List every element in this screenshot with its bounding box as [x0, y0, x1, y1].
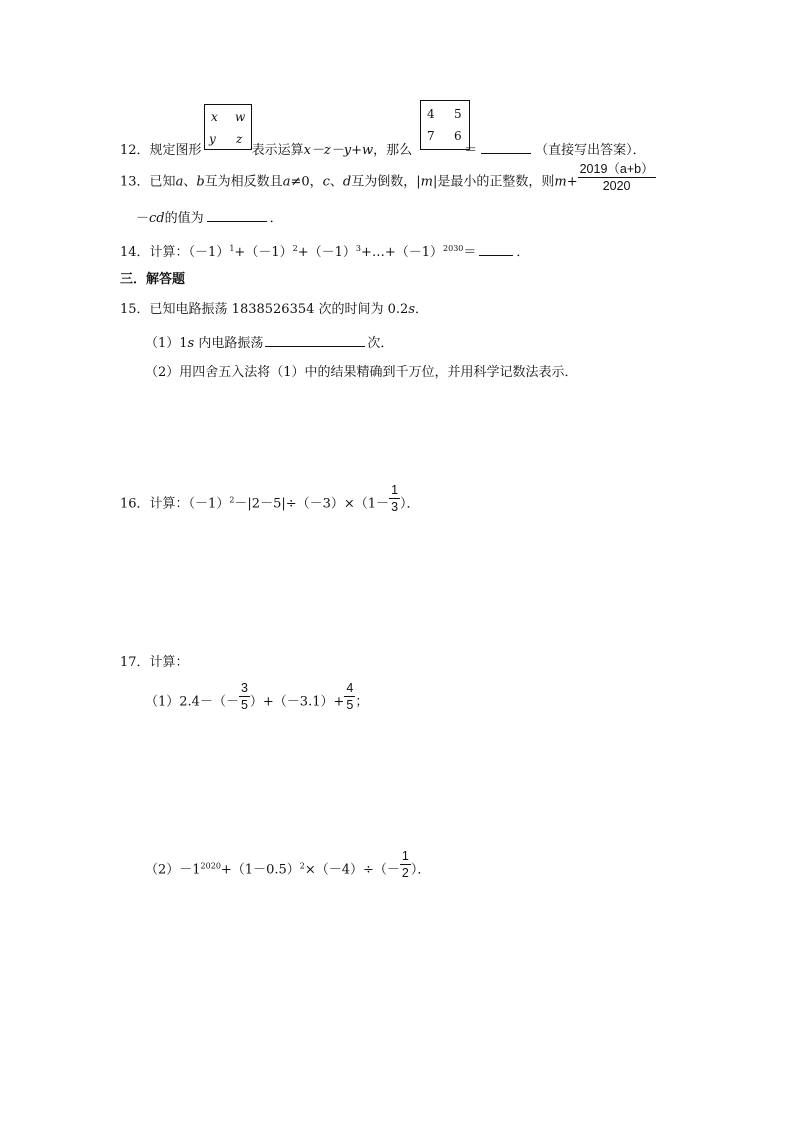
question-number: 12． [120, 143, 150, 158]
box-cell-top-left: 4 [427, 107, 435, 121]
unit-s: s [408, 302, 416, 317]
var-a: a [282, 174, 291, 190]
q16-end: ）． [400, 496, 420, 512]
fraction [344, 681, 355, 713]
m-plus: m+ [554, 174, 578, 190]
box-cell-bottom-left: 7 [427, 129, 435, 143]
question-12 [120, 141, 646, 157]
question-16 [120, 483, 420, 515]
exponent: 2 [229, 495, 235, 505]
q15-text: 已知电路振荡 1838526354 次的时间为 0.2 [149, 302, 409, 317]
exponent: 2 [299, 861, 305, 871]
q15-part1-end: 次． [367, 336, 394, 351]
var-b: b [196, 174, 205, 190]
equals: ＝ [463, 245, 477, 260]
answer-blank[interactable] [481, 141, 531, 154]
period: ． [269, 211, 283, 226]
q13-neq-zero: ≠0， [290, 174, 323, 190]
box-cell-top-right: w [235, 110, 246, 124]
exponent: 2020 [200, 861, 221, 871]
fraction [239, 681, 250, 713]
box-cell-top-left: x [211, 110, 218, 124]
fraction [400, 849, 411, 881]
q14-text: 计算：（－1） [149, 245, 230, 260]
separator: 、 [329, 174, 343, 190]
var-c: c [322, 174, 330, 190]
q16-text: 计算：（－1） [149, 496, 230, 512]
question-17-part-1 [145, 681, 369, 713]
question-13 [120, 162, 656, 194]
q12-expression: x－z－y+w [303, 143, 374, 158]
q15-part1-text: （1）1 [145, 336, 188, 351]
section-heading: 三．解答题 [120, 272, 186, 287]
q16-expression: －|2－5|÷（－3）×（1－ [234, 496, 390, 512]
q13-text-3: 互为倒数， [351, 174, 417, 190]
exponent: 1 [229, 244, 235, 253]
question-15-part-2: （2）用四舍五入法将（1）中的结果精确到千万位，并用科学记数法表示． [145, 365, 578, 380]
exponent: 2 [292, 244, 298, 253]
question-14 [120, 243, 529, 259]
fraction-denominator: 5 [346, 698, 354, 713]
answer-blank[interactable] [207, 209, 267, 222]
q13-text-4: 是最小的正整数，则 [437, 174, 555, 190]
q17-text: 计算： [149, 655, 189, 670]
q13-line2-text: 的值为 [164, 211, 204, 226]
question-15 [120, 303, 428, 316]
q17-part2-text: （2）－1 [145, 862, 201, 878]
var-cd: cd [149, 211, 165, 226]
period: ． [415, 302, 429, 317]
box-cell-bottom-right: z [236, 132, 243, 146]
q17-part2-text-b: +（1－0.5） [220, 862, 300, 878]
q12-text-5: （直接写出答案）． [535, 143, 646, 158]
question-17-part-2 [145, 849, 431, 881]
q17-part2-text-c: ×（－4）÷（－ [304, 862, 400, 878]
fraction-numerator: 2019（a+b） [579, 162, 654, 176]
period: ． [516, 245, 530, 260]
question-number: 15． [120, 302, 150, 317]
question-number: 17． [120, 655, 150, 670]
q17-part1-text-b: ）+（－3.1）+ [249, 694, 345, 710]
box-cell-bottom-left: y [209, 132, 216, 146]
exponent: 3 [355, 244, 361, 253]
q17-part1-text: （1）2.4－（－ [145, 694, 239, 710]
q12-text-2: 表示运算 [251, 143, 304, 158]
var-d: d [342, 174, 352, 190]
var-a: a [175, 174, 184, 190]
question-17 [120, 656, 189, 669]
q12-text-3: ，那么 [373, 143, 413, 158]
question-number: 14． [120, 245, 150, 260]
fraction-denominator: 2 [401, 866, 409, 881]
q13-text-2: 互为相反数且 [204, 174, 283, 190]
q14-term: +（－1） [297, 245, 356, 260]
q12-text-1: 规定图形 [149, 143, 202, 158]
q13-text-1: 已知 [149, 174, 176, 190]
exponent: 2030 [443, 244, 464, 253]
q17-part1-end: ； [355, 694, 369, 710]
fraction-numerator: 3 [240, 681, 248, 695]
fraction-denominator: 5 [240, 698, 248, 713]
question-15-part-1 [145, 334, 393, 350]
q12-equals: ＝ [464, 143, 478, 158]
question-number: 16． [120, 496, 150, 512]
unit-s: s [187, 336, 195, 351]
q15-part1-text-b: 内电路振荡 [194, 336, 264, 351]
fraction [389, 483, 400, 515]
abs-m: |m| [416, 174, 438, 190]
fraction-numerator: 4 [346, 681, 354, 695]
q17-part2-end: ）． [410, 862, 431, 878]
fraction-numerator: 1 [401, 849, 409, 863]
fraction-numerator: 1 [391, 483, 399, 497]
question-number: 13． [120, 174, 150, 190]
question-13-line-2 [136, 209, 283, 225]
box-cell-bottom-right: 6 [454, 129, 462, 143]
q14-term: +（－1） [234, 245, 293, 260]
fraction-denominator: 2020 [578, 177, 656, 193]
box-cell-top-right: 5 [454, 107, 462, 121]
answer-blank[interactable] [479, 243, 513, 256]
answer-blank[interactable] [265, 334, 365, 347]
separator: 、 [183, 174, 197, 190]
fraction [578, 162, 656, 194]
fraction-denominator: 3 [391, 500, 399, 515]
minus-sign: － [136, 211, 150, 226]
q14-term: +…+（－1） [360, 245, 444, 260]
